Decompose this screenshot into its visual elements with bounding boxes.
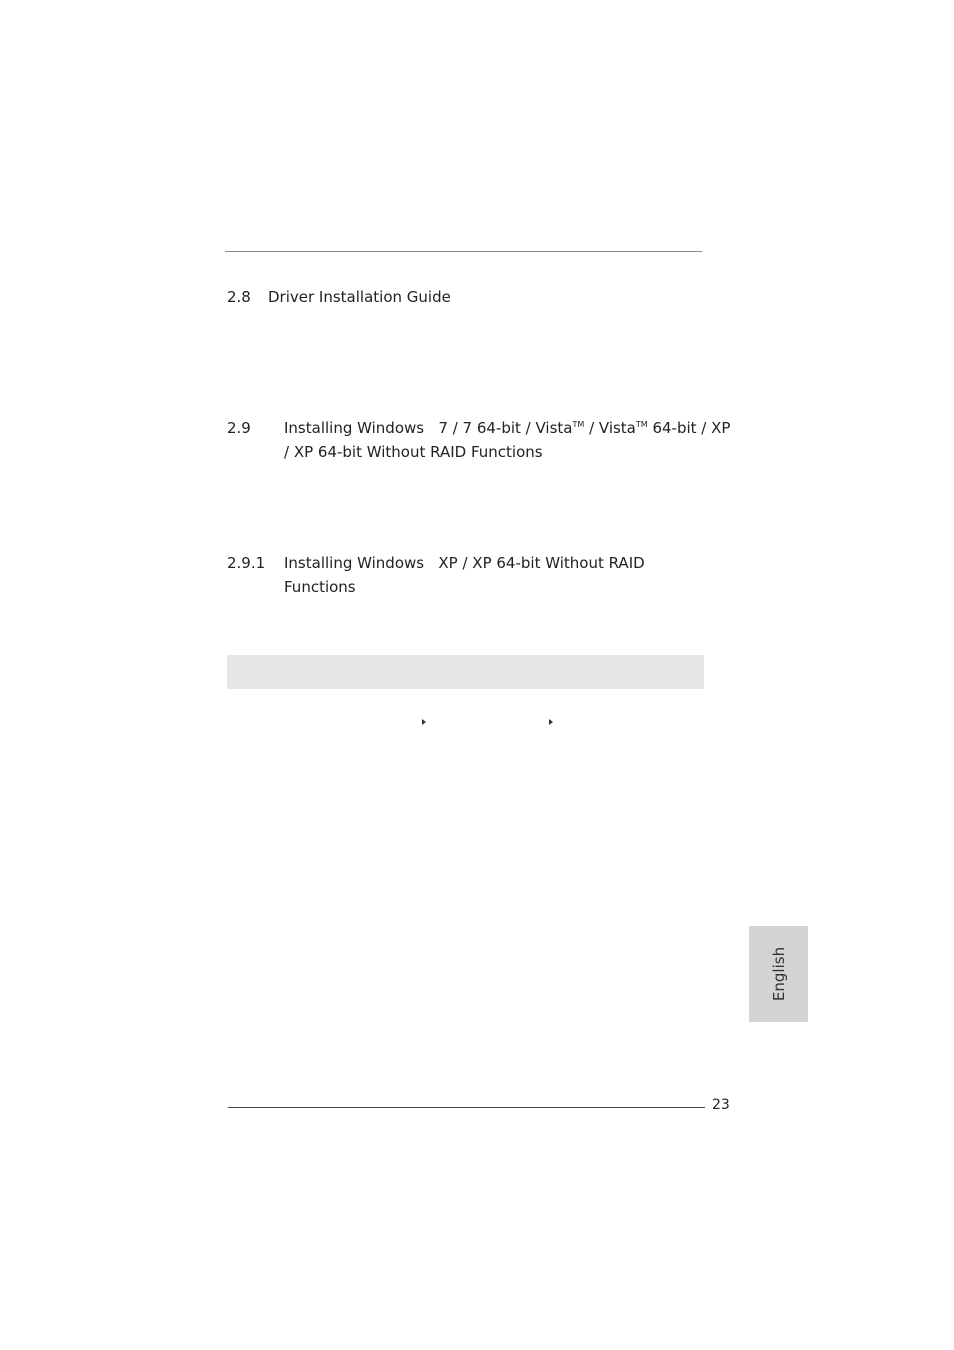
title-text: / Vista [589,419,636,437]
section-title: Driver Installation Guide [268,288,451,306]
section-heading-2-9 [227,416,731,464]
section-heading-2-8 [227,285,707,309]
section-title-line-2: / XP 64-bit Without RAID Functions [284,443,543,461]
language-tab [749,926,808,1022]
section-title [284,416,730,464]
section-number: 2.9 [227,419,251,437]
title-text: XP / XP 64-bit Without RAID [438,554,645,572]
page-number: 23 [712,1097,730,1113]
section-title-line-1 [284,416,730,440]
title-text: 64-bit / XP [652,419,731,437]
arrow-right-icon [549,719,553,725]
trademark-mark: TM [635,420,648,429]
section-number: 2.8 [227,288,251,306]
title-text: Installing Windows [284,419,425,437]
header-divider [225,251,702,252]
title-text: 7 / 7 64-bit / Vista [438,419,573,437]
arrow-right-icon [422,719,426,725]
section-heading-2-9-1 [227,551,707,599]
section-title-line-2: Functions [284,578,356,596]
title-text: Installing Windows [284,554,425,572]
footer-divider [228,1107,705,1108]
language-tab-label: English [769,946,788,1002]
section-title [284,551,645,599]
shaded-bar [227,655,704,689]
trademark-mark: TM [572,420,585,429]
section-number: 2.9.1 [227,554,266,572]
section-title-line-1 [284,551,645,575]
